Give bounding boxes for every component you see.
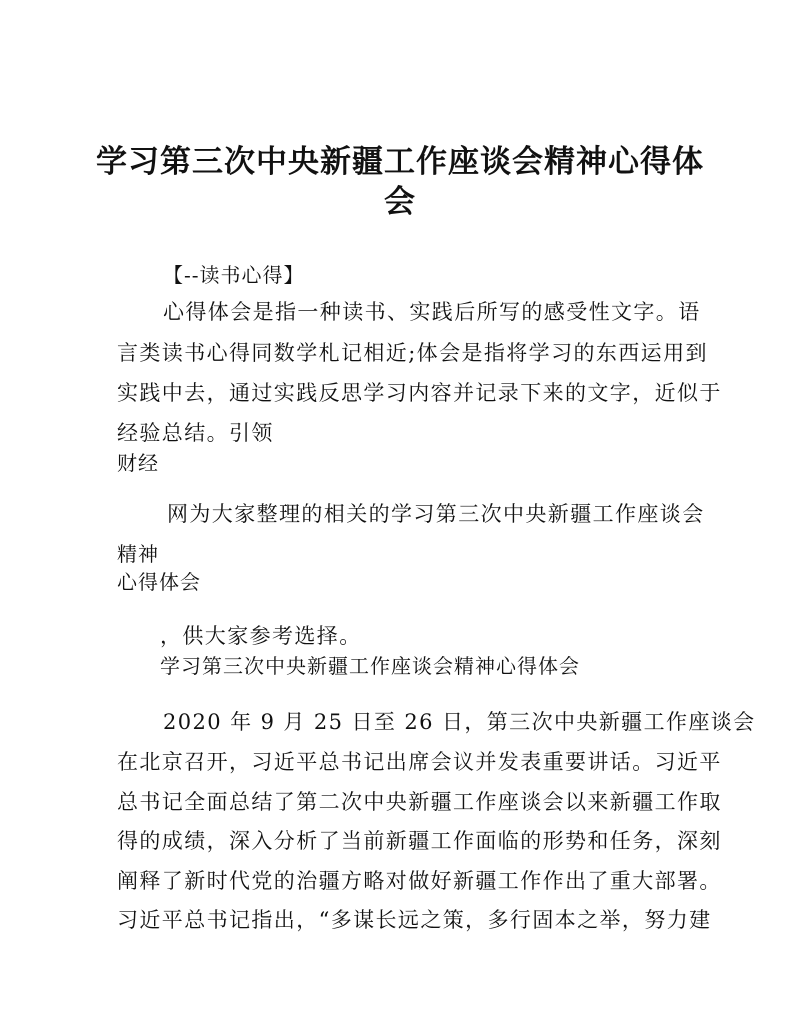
intro-line-1: 心得体会是指一种读书、实践后所写的感受性文字。语 — [163, 300, 701, 324]
reference-text: ，供大家参考选择。 — [160, 624, 362, 648]
content-line-1: 2020 年 9 月 25 日至 26 日，第三次中央新疆工作座谈会 — [163, 710, 756, 734]
content-line-4: 得的成绩，深入分析了当前新疆工作面临的形势和任务，深刻 — [117, 829, 722, 853]
content-line-3: 总书记全面总结了第二次中央新疆工作座谈会以来新疆工作取 — [117, 790, 722, 814]
provider-line-1: 网为大家整理的相关的学习第三次中央新疆工作座谈会 — [167, 502, 705, 526]
site-name: 财经 — [117, 451, 159, 475]
provider-line-3: 心得体会 — [117, 570, 201, 594]
document-title-line-1: 学习第三次中央新疆工作座谈会精神心得体 — [96, 144, 704, 180]
article-subtitle: 学习第三次中央新疆工作座谈会精神心得体会 — [160, 654, 580, 678]
provider-line-2: 精神 — [117, 542, 159, 566]
intro-line-4: 经验总结。引领 — [117, 421, 274, 445]
content-line-5: 阐释了新时代党的治疆方略对做好新疆工作作出了重大部署。 — [117, 869, 722, 893]
content-line-6: 习近平总书记指出，“多谋长远之策，多行固本之举，努力建 — [117, 908, 712, 932]
intro-line-2: 言类读书心得同数学札记相近;体会是指将学习的东西运用到 — [117, 341, 708, 365]
category-tag: 【--读书心得】 — [163, 263, 305, 287]
document-title-line-2: 会 — [384, 184, 416, 220]
intro-line-3: 实践中去，通过实践反思学习内容并记录下来的文字，近似于 — [117, 381, 722, 405]
content-line-2: 在北京召开，习近平总书记出席会议并发表重要讲话。习近平 — [117, 750, 722, 774]
